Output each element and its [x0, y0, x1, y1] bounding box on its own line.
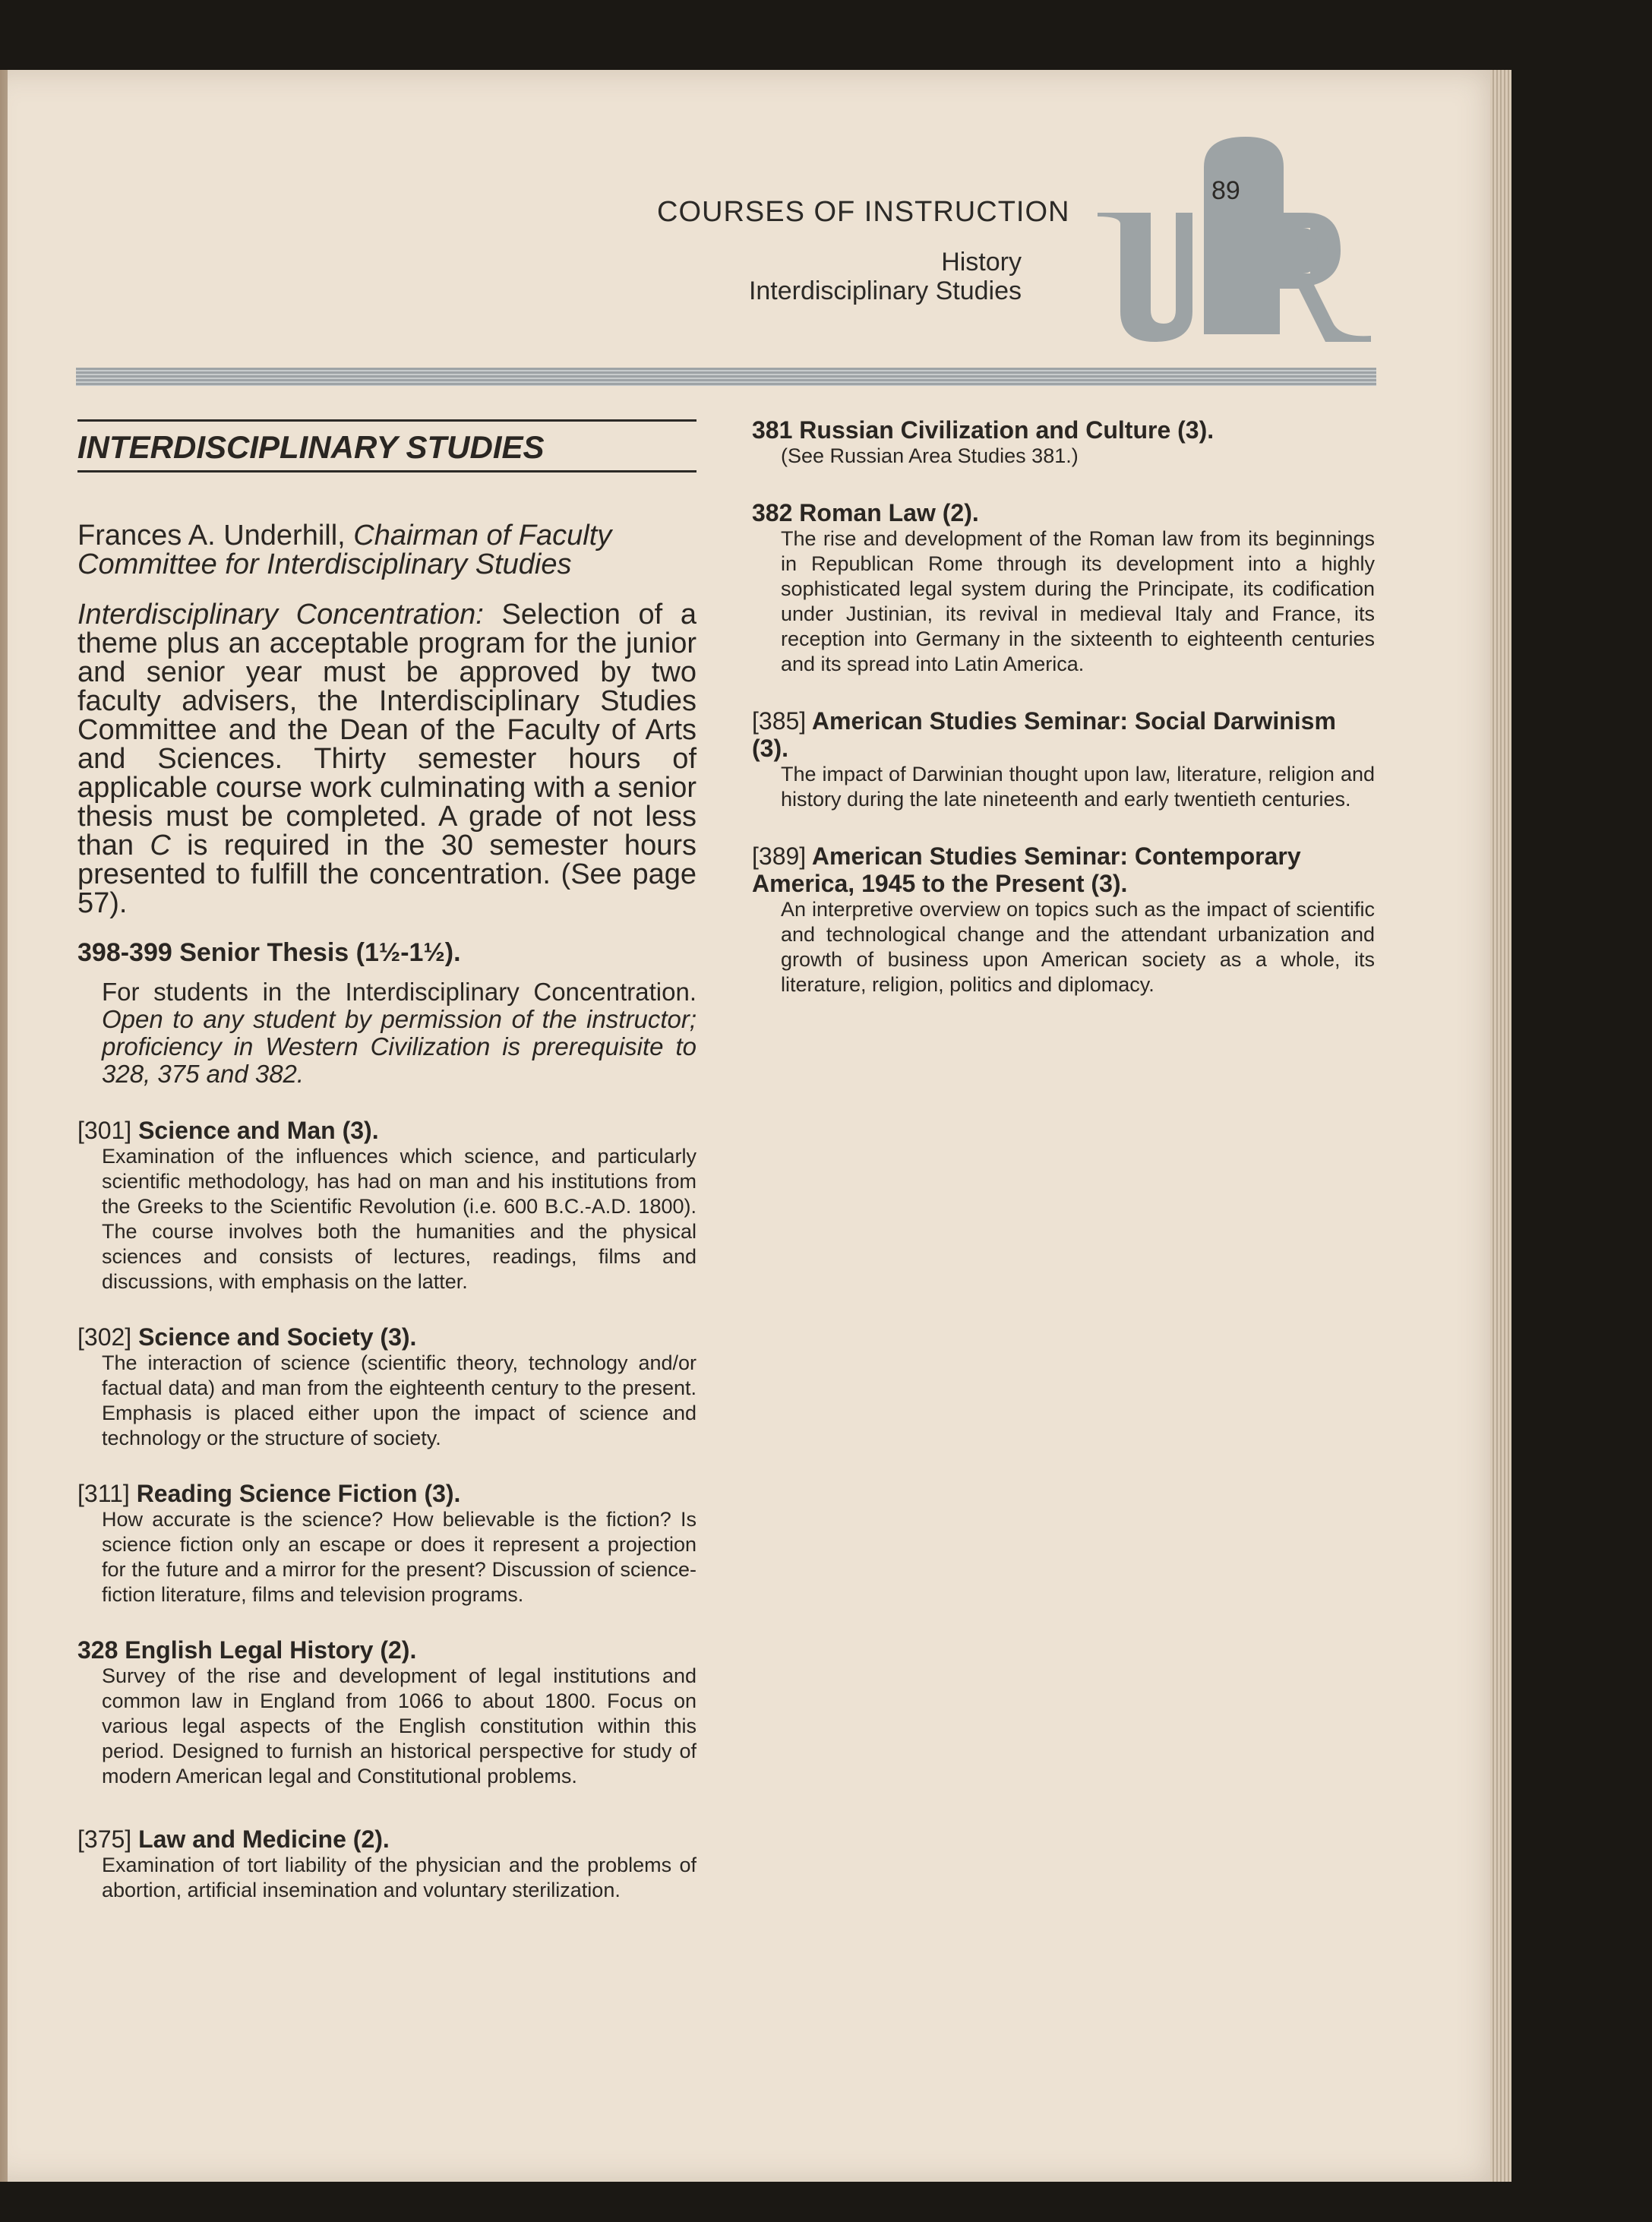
course-heading	[752, 416, 1375, 444]
course-entry	[77, 1117, 696, 1294]
course-description: How accurate is the science? How believable is the fiction? Is science fiction only an escape or does it represent a projection for the future and a mirror for the present? Discussion of science-fiction literature, films and television programs.	[102, 1508, 696, 1606]
course-description: The interaction of science (scientific theory, technology and/or factual data) and man from the eighteenth century to the present. Emphasis is placed either upon the impact of science and technology or the structure of society.	[102, 1351, 696, 1449]
course-title: Science and Society (3).	[131, 1323, 417, 1351]
course-number: [385]	[752, 707, 807, 735]
course-entry	[752, 707, 1375, 812]
logo-letter-u	[1098, 213, 1192, 342]
course-heading	[77, 1117, 696, 1144]
course-number: [311]	[77, 1480, 130, 1507]
concentration-paragraph	[77, 600, 696, 918]
left-column	[77, 419, 696, 1903]
course-number: 382	[752, 499, 793, 526]
course-number: 381	[752, 416, 793, 444]
course-heading	[77, 1825, 696, 1853]
thesis-body	[102, 978, 696, 1088]
course-description: An interpretive overview on topics such as the impact of scientific and technological change and the attendant urbanization and growth of business upon American society as a whole, its literature, religion, politics and diplomacy.	[781, 898, 1375, 996]
right-column	[752, 416, 1375, 1028]
course-entry	[752, 416, 1375, 469]
course-entry	[77, 1825, 696, 1903]
thesis-heading: 398-399 Senior Thesis (1½-1½).	[77, 938, 461, 967]
course-title: American Studies Seminar: Social Darwinism (3).	[752, 707, 1336, 762]
course-entry	[752, 499, 1375, 677]
course-number: [302]	[77, 1323, 132, 1351]
course-number: [301]	[77, 1117, 132, 1144]
page-number: 89	[1211, 176, 1240, 205]
ur-monogram-logo	[1079, 129, 1382, 349]
chair-role: Chairman of Faculty Committee for Interdisciplinary Studies	[77, 520, 612, 580]
course-title: American Studies Seminar: Contemporary America, 1945 to the Present (3).	[752, 842, 1301, 897]
course-heading	[752, 707, 1375, 762]
thesis-entry	[77, 939, 696, 1088]
section-title: INTERDISCIPLINARY STUDIES	[77, 422, 696, 473]
course-title: Reading Science Fiction (3).	[129, 1480, 461, 1507]
header-rule-bar	[76, 368, 1376, 386]
course-description: Examination of the influences which science, and particularly scientific methodology, has had on man and his institutions from the Greeks to the Scientific Revolution (i.e. 600 B.C.-A.D. 1800). The course involves both the humanities and the physical sciences and consists of lectures, readings, films and discussions, with emphasis on the latter.	[102, 1145, 696, 1293]
concentration-grade: C	[150, 830, 171, 861]
running-header-title: COURSES OF INSTRUCTION	[657, 196, 1070, 228]
concentration-end: is required in the 30 semester hours presented to fulfill the concentration. (See page 57).	[77, 830, 696, 919]
course-number: 328	[77, 1636, 118, 1664]
course-number: [389]	[752, 842, 807, 870]
course-description: Survey of the rise and development of legal institutions and common law in England from 1066 to about 1800. Focus on various legal aspects of the English constitution within this period. Designed to furnish an historical perspective for study of modern American legal and Constitutional problems.	[102, 1664, 696, 1787]
thesis-body-plain: For students in the Interdisciplinary Concentration.	[102, 978, 696, 1006]
course-heading	[77, 1636, 696, 1664]
course-entry	[752, 842, 1375, 997]
course-description: Examination of tort liability of the physician and the problems of abortion, artificial insemination and voluntary sterilization.	[102, 1854, 696, 1901]
course-title: Russian Civilization and Culture (3).	[792, 416, 1215, 444]
chairman-line	[77, 521, 696, 579]
concentration-text: Selection of a theme plus an acceptable program for the junior and senior year must be approved by two faculty advisers, the Interdisciplinary Studies Committee and the Dean of the Faculty of Arts and Sciences. Thirty semester hours of applicable course work culminating with a senior thesis must be completed. A grade of not less than	[77, 599, 697, 861]
course-title: Law and Medicine (2).	[131, 1825, 390, 1853]
course-heading	[752, 499, 1375, 526]
chair-name: Frances A. Underhill,	[77, 520, 354, 552]
course-heading	[752, 842, 1375, 897]
running-header-subject-history: History	[941, 248, 1022, 277]
course-title: Roman Law (2).	[792, 499, 979, 526]
course-description: (See Russian Area Studies 381.)	[781, 444, 1079, 467]
course-heading	[77, 1323, 696, 1351]
running-header-subject-interdisciplinary: Interdisciplinary Studies	[748, 277, 1022, 305]
course-entry	[77, 1636, 696, 1789]
course-entry	[77, 1480, 696, 1607]
concentration-label: Interdisciplinary Concentration:	[77, 599, 484, 631]
course-heading	[77, 1480, 696, 1507]
page-edge	[1490, 70, 1511, 2182]
thesis-body-italic: Open to any student by permission of the instructor; proficiency in Western Civilization is prerequisite to 328, 375 and 382.	[102, 1005, 696, 1088]
course-description: The impact of Darwinian thought upon law, literature, religion and history during the late nineteenth and early twentieth centuries.	[781, 763, 1375, 811]
course-entry	[77, 1323, 696, 1451]
course-title: English Legal History (2).	[118, 1636, 417, 1664]
course-title: Science and Man (3).	[131, 1117, 379, 1144]
course-description: The rise and development of the Roman law from its beginnings in Republican Rome through its development into a highly sophisticated legal system during the Principate, its codification under Justinian, its revival in medieval Italy and France, its reception into Germany in the sixteenth to eighteenth centuries and its spread into Latin America.	[781, 527, 1375, 675]
course-number: [375]	[77, 1825, 132, 1853]
